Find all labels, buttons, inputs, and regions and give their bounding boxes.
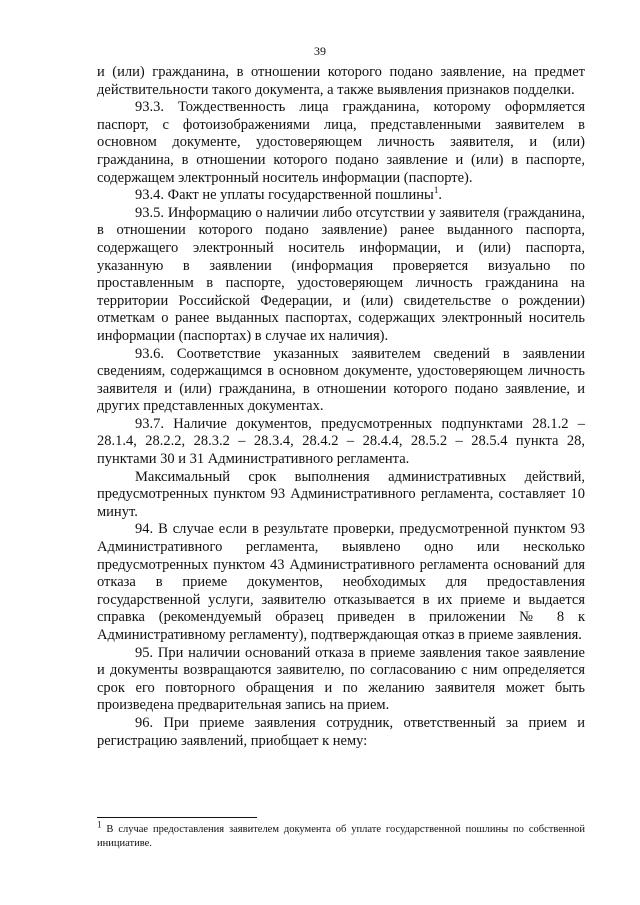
paragraph-93-7: 93.7. Наличие документов, предусмотренных подпунктами 28.1.2 – 28.1.4, 28.2.2, 28.3.2 – 28.3.4, 28.4.2 – 28.4.4, 28.5.2 – 28.5.4 пункта 28, пунктами 30 и 31 Административного регламента.: [97, 415, 585, 468]
page-number: 39: [314, 44, 326, 58]
footnote-divider: [97, 817, 257, 818]
paragraph-93-6: 93.6. Соответствие указанных заявителем сведений в заявлении сведениям, содержащимся в основном документе, удостоверяющем личность заявителя и (или) гражданина, в отношении которого подано заявление, и других представленных документах.: [97, 345, 585, 415]
paragraph-96: 96. При приеме заявления сотрудник, ответственный за прием и регистрацию заявлений, приобщает к нему:: [97, 714, 585, 749]
paragraph-95: 95. При наличии оснований отказа в приеме заявления такое заявление и документы возвращаются заявителю, по согласованию с ним определяется срок его повторного обращения и по желанию заявителя может быть произведена предварительная запись на прием.: [97, 644, 585, 714]
paragraph-93-4-text: 93.4. Факт не уплаты государственной пошлины: [135, 187, 434, 204]
paragraph-93-3: 93.3. Тождественность лица гражданина, которому оформляется паспорт, с фотоизображениями лица, представленными заявителем в основном документе, удостоверяющем личность заявителя, и (или) гражданина, в отношении которого подано заявление и (или) в паспорте, содержащем электронный носитель информации (паспорте).: [97, 99, 585, 186]
paragraph-93-5: 93.5. Информацию о наличии либо отсутствии у заявителя (гражданина, в отношении которого подано заявление) ранее выданного паспорта, содержащего электронный носитель информации, и (или) паспорта, указанную в заявлении (информация проверяется визуально по проставленным в паспорте, удостоверяющем личность гражданина на территории Российской Федерации, и (или) свидетельстве о рождении) отметкам о ранее выданных паспортах, содержащих электронный носитель информации (паспортах) в случае их наличия).: [97, 204, 585, 344]
paragraph-94: 94. В случае если в результате проверки, предусмотренной пунктом 93 Административного регламента, выявлено одно или несколько предусмотренных пунктом 43 Административного регламента оснований для отказа в приеме документов, необходимых для предоставления государственной услуги, заявителю отказывается в их приеме и выдается справка (рекомендуемый образец приведен в приложении № 8 к Административному регламенту), подтверждающая отказ в приеме заявления.: [97, 521, 585, 643]
paragraph-93-4: 93.4. Факт не уплаты государственной пошлины$^1$.: [135, 185, 442, 204]
paragraph-continuation: и (или) гражданина, в отношении которого подано заявление, на предмет действительности такого документа, а также выявления признаков подделки.: [97, 64, 585, 98]
footnote-reference: 1: [433, 185, 439, 196]
footnote-marker: 1: [97, 819, 102, 830]
footnote-text: В случае предоставления заявителем документа об уплате государственной пошлины по собственной инициативе.: [97, 824, 585, 849]
paragraph-max-time: Максимальный срок выполнения административных действий, предусмотренных пунктом 93 Административного регламента, составляет 10 минут.: [97, 468, 585, 520]
document-body: [97, 64, 585, 750]
footnote: [97, 819, 585, 851]
